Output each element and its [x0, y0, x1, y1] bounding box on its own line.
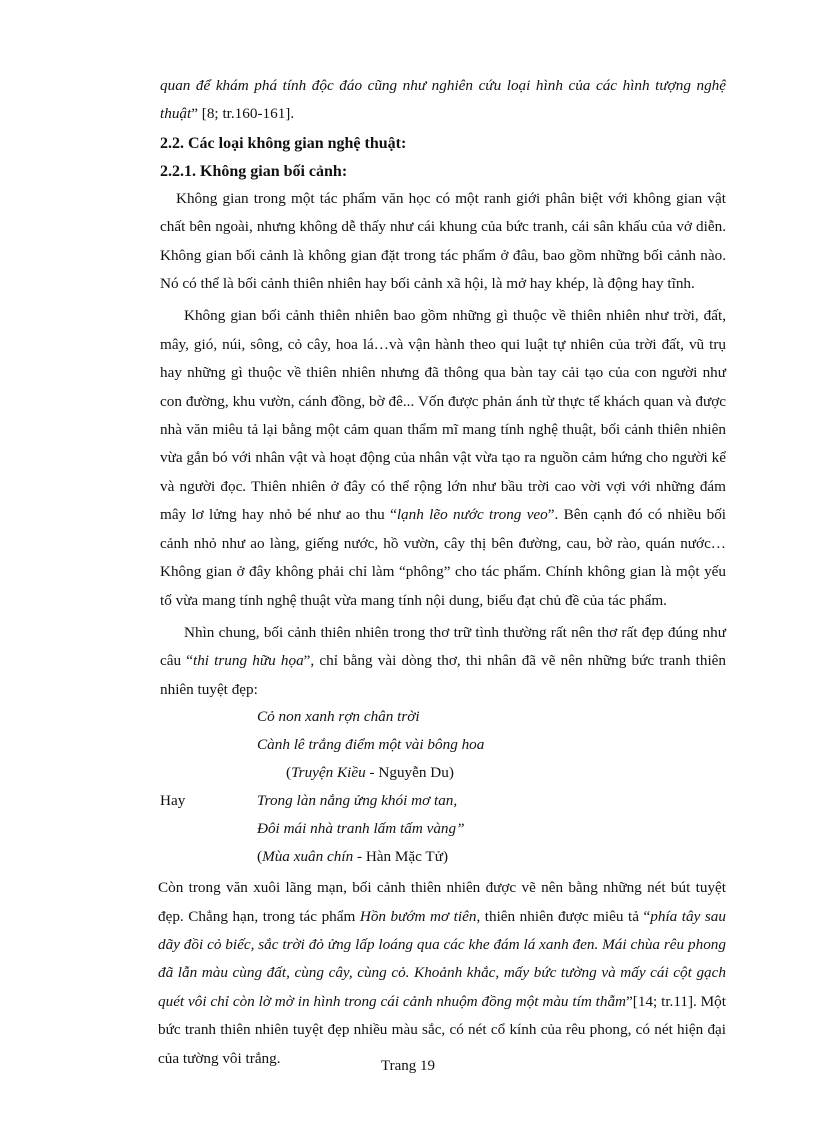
source-title: Mùa xuân chín	[262, 848, 354, 866]
source-open-paren: (	[257, 848, 263, 866]
paragraph-4	[158, 874, 726, 1073]
paragraph-4-quote: phía tây sau dãy đồi cỏ biếc, sắc trời đỏ ửng lấp loáng qua các khe đám lá xanh đen. Mái chùa rêu phong đã lẫn màu cùng đất, cùng cây, cùng cỏ. Khoảnh khắc, mấy bức tường và mấy cái cột gạch quét vôi chỉ còn lờ mờ in hình trong cái cảnh nhuộm đồng một màu tím thẫm	[158, 907, 726, 1010]
quote-italic: quan để khám phá tính độc đáo cũng như nghiên cứu loại hình của các hình tượng nghệ thuật	[160, 77, 726, 123]
paragraph-4-text-c: ”[14; tr.11]. Một bức tranh thiên nhiên tuyệt đẹp nhiều màu sắc, có nét cổ kính của rêu phong, có nét hiện đại của tường vôi trắng.	[158, 992, 726, 1067]
paragraph-1: Không gian trong một tác phẩm văn học có một ranh giới phân biệt với không gian vật chất bên ngoài, nhưng không dễ thấy như cái khung của bức tranh, cái sân khấu của vở diễn. Không gian bối cảnh là không gian đặt trong tác phẩm ở đâu, bao gồm những bối cảnh nào. Nó có thể là bối cảnh thiên nhiên hay bối cảnh xã hội, là mở hay khép, là động hay tĩnh.	[160, 189, 726, 293]
page-body	[160, 72, 726, 1073]
paragraph-4-text-a: Còn trong văn xuôi lãng mạn, bối cảnh thiên nhiên được vẽ nên bằng những nét bút tuyệt đẹp. Chẳng hạn, trong tác phẩm	[158, 879, 726, 925]
poem-block-1	[160, 704, 726, 846]
paragraph-3-text-b: ”, chỉ bằng vài dòng thơ, thi nhân đã vẽ nên những bức tranh thiên nhiên tuyệt đẹp:	[160, 652, 726, 698]
poem-2-source	[257, 848, 448, 866]
paragraph-3-text-a: Nhìn chung, bối cảnh thiên nhiên trong thơ trữ tình thường rất nên thơ rất đẹp đúng như câu “	[160, 623, 726, 670]
paragraph-2-quote: lạnh lẽo nước trong veo	[396, 506, 548, 524]
section-heading: 2.2. Các loại không gian nghệ thuật:	[160, 134, 407, 152]
source-author: - Nguyễn Du)	[365, 764, 454, 782]
paragraph-4-text-b: , thiên nhiên được miêu tả “	[476, 907, 651, 925]
paragraph-3	[160, 619, 726, 704]
source-author: - Hàn Mặc Tử)	[353, 848, 448, 866]
source-title: Truyện Kiều	[291, 764, 366, 782]
paragraph-quote-continuation	[160, 72, 726, 129]
poem-2-line-2: Đôi mái nhà tranh lấm tấm vàng”	[257, 820, 465, 838]
paragraph-2-text-b: ”. Bên cạnh đó có nhiều bối cảnh nhỏ như ao làng, giếng nước, hồ vườn, cây thị bên đường, cau, bờ rào, quán nước… Không gian ở đây không phải chỉ làm “phông” cho tác phẩm. Chính không gian là một yếu tố vừa mang tính nghệ thuật vừa mang tính nội dung, biểu đạt chủ đề của tác phẩm.	[160, 506, 727, 609]
paragraph-2	[160, 302, 726, 614]
paragraph-2-text-a: Không gian bối cảnh thiên nhiên bao gồm những gì thuộc về thiên nhiên như trời, đất, mây, gió, núi, sông, cỏ cây, hoa lá…và vận hành theo qui luật tự nhiên của trời đất, vũ trụ hay những gì thuộc về thiên nhiên nhưng đã thông qua bàn tay cải tạo của con người như con đường, khu vườn, cánh đồng, bờ đê... Vốn được phản ánh từ thực tế khách quan và được nhà văn miêu tả lại bằng một cảm quan thẩm mĩ mang tính nghệ thuật, bối cảnh thiên nhiên vừa gắn bó với nhân vật và hoạt động của nhân vật vừa tạo ra nguồn cảm hứng cho người kể và người đọc. Thiên nhiên ở đây có thể rộng lớn như bầu trời cao vời vợi với những đám mây lơ lửng hay nhỏ bé như ao thu “	[160, 307, 726, 524]
poem-2-line-1: Trong làn nắng ửng khói mơ tan,	[257, 792, 458, 810]
source-open-paren: (	[286, 764, 292, 782]
poem-1-source	[286, 764, 454, 782]
poem-1-line-1: Cỏ non xanh rợn chân trời	[257, 708, 420, 726]
poem-1-line-2: Cành lê trắng điểm một vài bông hoa	[257, 736, 485, 754]
page-number: Trang 19	[380, 1058, 436, 1074]
poem-block-2-source	[160, 846, 726, 874]
poem-2-connector: Hay	[160, 792, 186, 810]
paragraph-3-quote: thi trung hữu họa	[192, 652, 304, 670]
subsection-heading: 2.2.1. Không gian bối cảnh:	[160, 162, 348, 180]
paragraph-4-work-title: Hồn bướm mơ tiên	[359, 907, 477, 925]
citation: ” [8; tr.160-161].	[191, 105, 295, 123]
